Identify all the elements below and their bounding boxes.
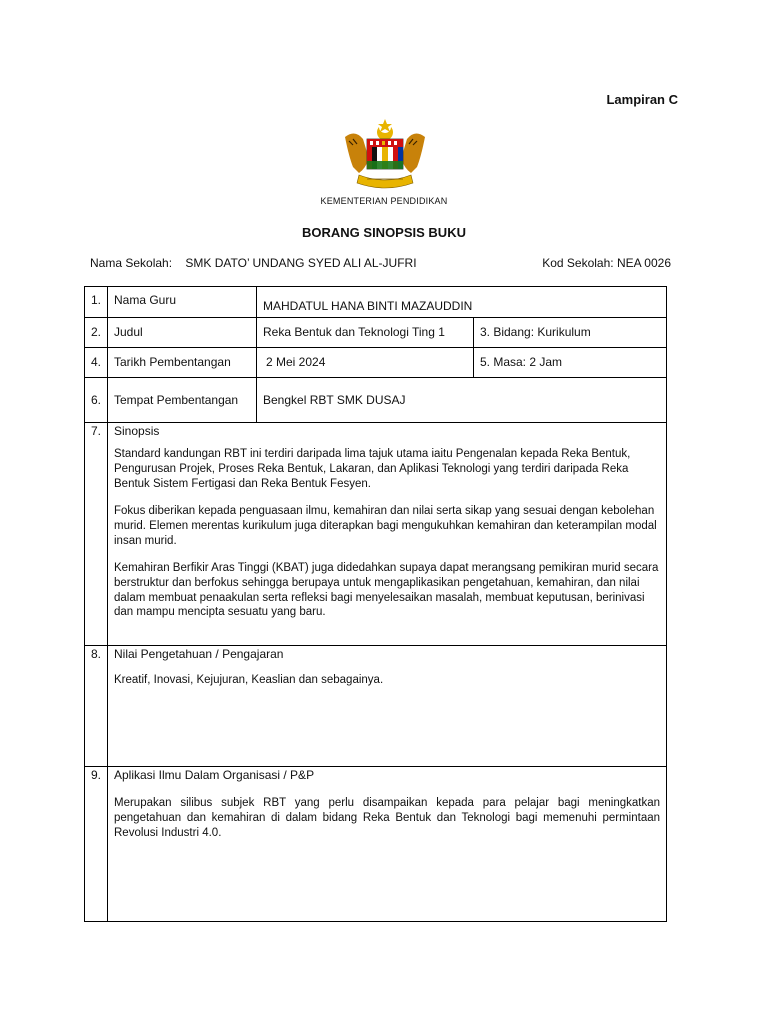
row-number: 7. xyxy=(85,423,108,646)
synopsis-label: Sinopsis xyxy=(114,424,160,438)
table-row xyxy=(85,423,667,646)
school-name-label: Nama Sekolah: xyxy=(90,256,173,270)
synopsis-paragraph: Fokus diberikan kepada penguasaan ilmu, kemahiran dan nilai serta sikap yang sesuai dengan kebolehan murid. Elemen merentas kurikulum juga diterapkan bagi mengukuhkan kemahiran dan keterampilan modal insan murid. xyxy=(114,504,657,547)
synopsis-paragraph: Kemahiran Berfikir Aras Tinggi (KBAT) juga didedahkan supaya dapat merangsang pemikiran murid secara berstruktur dan berfokus sehingga berupaya untuk mengaplikasikan pengetahuan, kemahiran, dan nilai dalam membuat penaakulan serta refleksi bagi menyelesaikan masalah, membuat keputusan, berinivasi dan mampu mencipta sesuatu yang baru. xyxy=(114,561,659,619)
synopsis-form-table xyxy=(84,286,667,922)
presentation-date-label: Tarikh Pembentangan xyxy=(108,348,257,378)
presentation-date-value: 2 Mei 2024 xyxy=(257,348,474,378)
table-row xyxy=(85,767,667,922)
presentation-venue-value: Bengkel RBT SMK DUSAJ xyxy=(257,378,667,423)
row-number: 1. xyxy=(85,287,108,318)
field-value: 3. Bidang: Kurikulum xyxy=(474,318,667,348)
form-title: BORANG SINOPSIS BUKU xyxy=(302,225,466,240)
coat-of-arms-logo xyxy=(339,117,431,193)
application-label: Aplikasi Ilmu Dalam Organisasi / P&P xyxy=(114,768,315,782)
table-row xyxy=(85,646,667,767)
row-number: 9. xyxy=(85,767,108,922)
table-row xyxy=(85,318,667,348)
appendix-label: Lampiran C xyxy=(606,92,678,107)
synopsis-cell xyxy=(108,423,667,646)
ministry-name: KEMENTERIAN PENDIDIKAN xyxy=(320,196,448,206)
table-row xyxy=(85,287,667,318)
teacher-name-label: Nama Guru xyxy=(108,287,257,318)
application-text: Merupakan silibus subjek RBT yang perlu disampaikan kepada para pelajar bagi meningkatkan pengetahuan dan kemahiran di dalam bidang Reka Bentuk dan Teknologi bagi memenuhi permintaan Revolusi Industri 4.0. xyxy=(114,797,661,839)
presentation-venue-label: Tempat Pembentangan xyxy=(108,378,257,423)
duration-value: 5. Masa: 2 Jam xyxy=(474,348,667,378)
synopsis-paragraph: Standard kandungan RBT ini terdiri daripada lima tajuk utama iaitu Pengenalan kepada Reka Bentuk, Pengurusan Projek, Proses Reka Bentuk, Lakaran, dan Aplikasi Teknologi yang terdiri daripada Reka Bentuk Sistem Fertigasi dan Reka Bentuk Fesyen. xyxy=(114,448,631,490)
table-row xyxy=(85,348,667,378)
teacher-name-value: MAHDATUL HANA BINTI MAZAUDDIN xyxy=(257,287,667,318)
title-label: Judul xyxy=(108,318,257,348)
values-label: Nilai Pengetahuan / Pengajaran xyxy=(114,647,284,661)
title-value: Reka Bentuk dan Teknologi Ting 1 xyxy=(257,318,474,348)
row-number: 8. xyxy=(85,646,108,767)
school-name-line xyxy=(90,256,417,270)
application-cell xyxy=(108,767,667,922)
values-cell xyxy=(108,646,667,767)
school-code-value: NEA 0026 xyxy=(616,256,671,270)
row-number: 6. xyxy=(85,378,108,423)
table-row xyxy=(85,378,667,423)
row-number: 2. xyxy=(85,318,108,348)
school-name-value: SMK DATO’ UNDANG SYED ALI AL-JUFRI xyxy=(185,256,417,270)
row-number: 4. xyxy=(85,348,108,378)
values-text: Kreatif, Inovasi, Kejujuran, Keaslian dan sebagainya. xyxy=(114,674,384,686)
school-code-label: Kod Sekolah: xyxy=(542,256,614,270)
school-code-line xyxy=(542,256,671,270)
